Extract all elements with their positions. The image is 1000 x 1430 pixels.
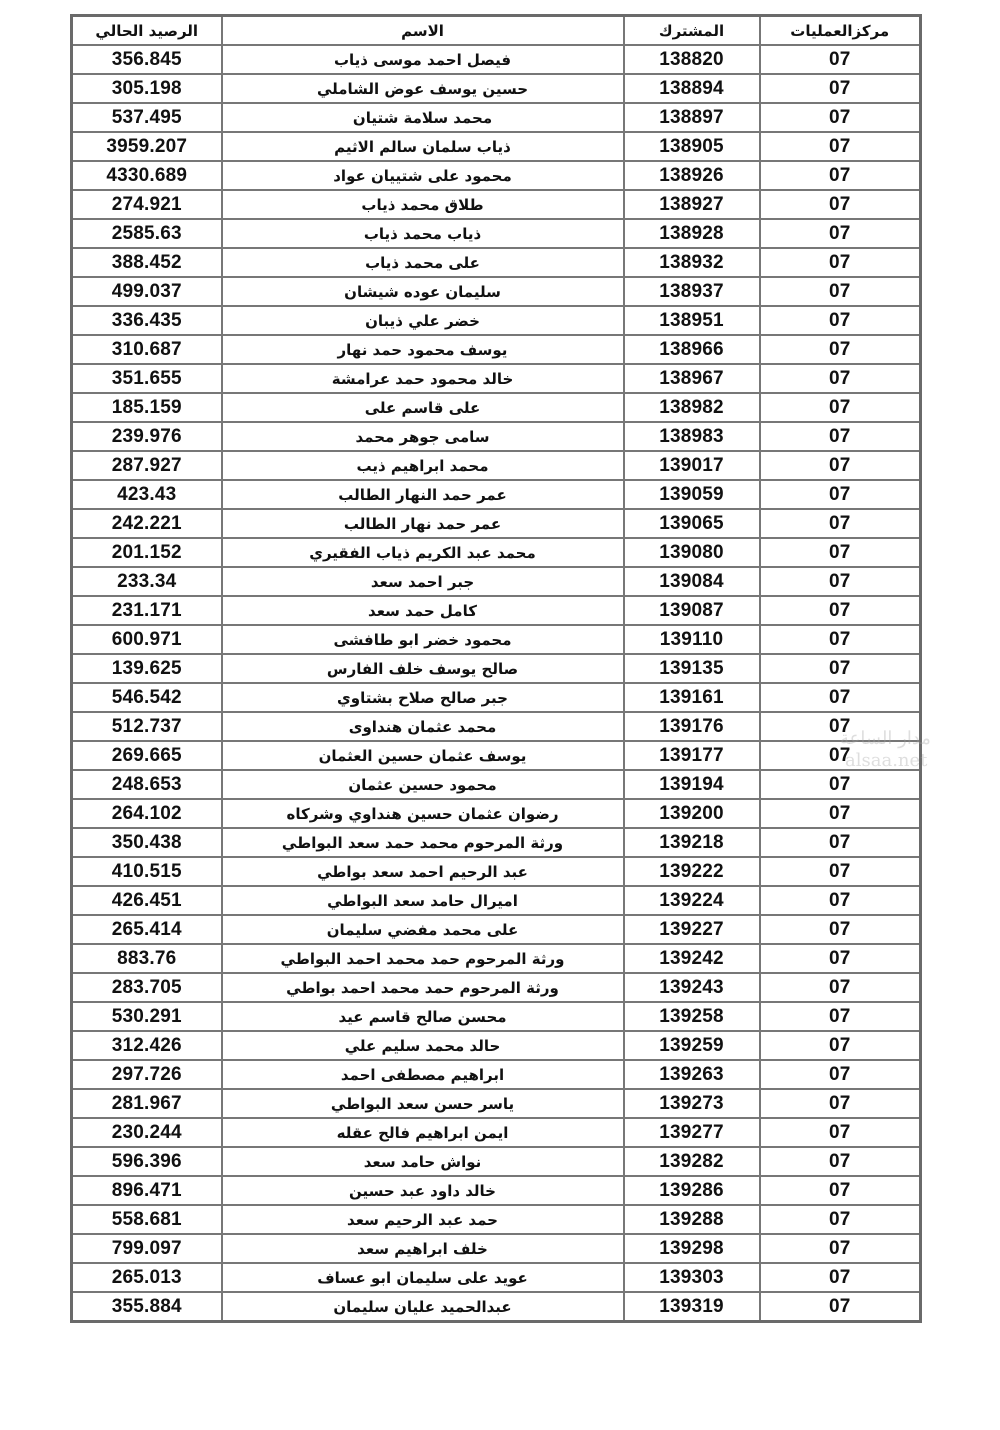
balance-cell: 274.921 bbox=[72, 190, 222, 219]
name-cell: محمد عثمان هنداوى bbox=[222, 712, 624, 741]
center-cell: 07 bbox=[760, 799, 921, 828]
table-row bbox=[72, 886, 921, 915]
table-row bbox=[72, 741, 921, 770]
center-cell: 07 bbox=[760, 103, 921, 132]
balance-cell: 799.097 bbox=[72, 1234, 222, 1263]
balance-cell: 230.244 bbox=[72, 1118, 222, 1147]
center-cell: 07 bbox=[760, 1002, 921, 1031]
balance-cell: 558.681 bbox=[72, 1205, 222, 1234]
balance-cell: 265.013 bbox=[72, 1263, 222, 1292]
center-cell: 07 bbox=[760, 1205, 921, 1234]
subscriber-cell: 138820 bbox=[624, 45, 760, 74]
name-cell: على قاسم على bbox=[222, 393, 624, 422]
name-cell: ورثة المرحوم محمد حمد سعد البواطي bbox=[222, 828, 624, 857]
table-row bbox=[72, 596, 921, 625]
subscriber-cell: 139286 bbox=[624, 1176, 760, 1205]
table-row bbox=[72, 74, 921, 103]
subscriber-cell: 139273 bbox=[624, 1089, 760, 1118]
subscriber-cell: 139258 bbox=[624, 1002, 760, 1031]
subscriber-cell: 139176 bbox=[624, 712, 760, 741]
name-cell: عمر حمد نهار الطالب bbox=[222, 509, 624, 538]
subscriber-cell: 138897 bbox=[624, 103, 760, 132]
center-cell: 07 bbox=[760, 45, 921, 74]
name-cell: اميرال حامد سعد البواطي bbox=[222, 886, 624, 915]
name-cell: حالد محمد سليم علي bbox=[222, 1031, 624, 1060]
center-cell: 07 bbox=[760, 1118, 921, 1147]
name-cell: جبر صالح صلاح بشتاوي bbox=[222, 683, 624, 712]
subscriber-cell: 139319 bbox=[624, 1292, 760, 1322]
name-cell: عبدالحميد عليان سليمان bbox=[222, 1292, 624, 1322]
balance-cell: 305.198 bbox=[72, 74, 222, 103]
balance-cell: 239.976 bbox=[72, 422, 222, 451]
center-cell: 07 bbox=[760, 741, 921, 770]
center-cell: 07 bbox=[760, 828, 921, 857]
header-center: مركزالعمليات bbox=[760, 16, 921, 46]
balance-cell: 336.435 bbox=[72, 306, 222, 335]
balance-cell: 600.971 bbox=[72, 625, 222, 654]
balance-cell: 410.515 bbox=[72, 857, 222, 886]
center-cell: 07 bbox=[760, 625, 921, 654]
name-cell: فيصل احمد موسى ذياب bbox=[222, 45, 624, 74]
table-row bbox=[72, 451, 921, 480]
center-cell: 07 bbox=[760, 393, 921, 422]
table-row bbox=[72, 393, 921, 422]
subscriber-cell: 138967 bbox=[624, 364, 760, 393]
name-cell: نواش حامد سعد bbox=[222, 1147, 624, 1176]
subscriber-cell: 138983 bbox=[624, 422, 760, 451]
name-cell: ورثة المرحوم حمد محمد احمد بواطي bbox=[222, 973, 624, 1002]
center-cell: 07 bbox=[760, 132, 921, 161]
center-cell: 07 bbox=[760, 944, 921, 973]
subscriber-cell: 139065 bbox=[624, 509, 760, 538]
balance-cell: 231.171 bbox=[72, 596, 222, 625]
subscriber-cell: 139200 bbox=[624, 799, 760, 828]
name-cell: محمد عبد الكريم ذياب الفقيري bbox=[222, 538, 624, 567]
balance-cell: 499.037 bbox=[72, 277, 222, 306]
header-subscriber: المشترك bbox=[624, 16, 760, 46]
center-cell: 07 bbox=[760, 683, 921, 712]
name-cell: حمد عبد الرحيم سعد bbox=[222, 1205, 624, 1234]
name-cell: عويد على سليمان ابو عساف bbox=[222, 1263, 624, 1292]
subscriber-cell: 138928 bbox=[624, 219, 760, 248]
watermark-arabic: مدار الساعة bbox=[840, 728, 931, 749]
balance-cell: 139.625 bbox=[72, 654, 222, 683]
name-cell: محمد سلامة شتيان bbox=[222, 103, 624, 132]
center-cell: 07 bbox=[760, 248, 921, 277]
balance-cell: 350.438 bbox=[72, 828, 222, 857]
center-cell: 07 bbox=[760, 335, 921, 364]
subscriber-cell: 139303 bbox=[624, 1263, 760, 1292]
name-cell: صالح يوسف خلف الفارس bbox=[222, 654, 624, 683]
balance-cell: 351.655 bbox=[72, 364, 222, 393]
subscriber-cell: 138894 bbox=[624, 74, 760, 103]
table-row bbox=[72, 1002, 921, 1031]
balance-cell: 426.451 bbox=[72, 886, 222, 915]
center-cell: 07 bbox=[760, 451, 921, 480]
subscriber-cell: 138982 bbox=[624, 393, 760, 422]
balance-cell: 265.414 bbox=[72, 915, 222, 944]
balance-cell: 883.76 bbox=[72, 944, 222, 973]
subscriber-cell: 138951 bbox=[624, 306, 760, 335]
table-row bbox=[72, 103, 921, 132]
table-row bbox=[72, 277, 921, 306]
center-cell: 07 bbox=[760, 190, 921, 219]
balance-cell: 287.927 bbox=[72, 451, 222, 480]
table-row bbox=[72, 1031, 921, 1060]
table-row bbox=[72, 973, 921, 1002]
table-row bbox=[72, 625, 921, 654]
table-row bbox=[72, 712, 921, 741]
balance-cell: 185.159 bbox=[72, 393, 222, 422]
subscriber-cell: 138932 bbox=[624, 248, 760, 277]
name-cell: ورثة المرحوم حمد محمد احمد البواطي bbox=[222, 944, 624, 973]
table-row bbox=[72, 1089, 921, 1118]
balance-cell: 596.396 bbox=[72, 1147, 222, 1176]
name-cell: محمد ابراهيم ذيب bbox=[222, 451, 624, 480]
center-cell: 07 bbox=[760, 596, 921, 625]
name-cell: خلف ابراهيم سعد bbox=[222, 1234, 624, 1263]
center-cell: 07 bbox=[760, 857, 921, 886]
subscriber-cell: 139177 bbox=[624, 741, 760, 770]
center-cell: 07 bbox=[760, 219, 921, 248]
balance-cell: 283.705 bbox=[72, 973, 222, 1002]
name-cell: محمود على شتييان عواد bbox=[222, 161, 624, 190]
watermark-latin: alsaa.net bbox=[845, 750, 928, 771]
center-cell: 07 bbox=[760, 364, 921, 393]
balance-cell: 3959.207 bbox=[72, 132, 222, 161]
name-cell: عبد الرحيم احمد سعد بواطي bbox=[222, 857, 624, 886]
balance-cell: 896.471 bbox=[72, 1176, 222, 1205]
subscriber-cell: 139087 bbox=[624, 596, 760, 625]
balance-cell: 356.845 bbox=[72, 45, 222, 74]
subscriber-cell: 139298 bbox=[624, 1234, 760, 1263]
subscriber-cell: 139017 bbox=[624, 451, 760, 480]
center-cell: 07 bbox=[760, 538, 921, 567]
center-cell: 07 bbox=[760, 277, 921, 306]
table-row bbox=[72, 654, 921, 683]
table-row bbox=[72, 364, 921, 393]
table-row bbox=[72, 828, 921, 857]
table-row bbox=[72, 857, 921, 886]
table-row bbox=[72, 1147, 921, 1176]
name-cell: جبر احمد سعد bbox=[222, 567, 624, 596]
name-cell: ياسر حسن سعد البواطي bbox=[222, 1089, 624, 1118]
subscriber-cell: 138937 bbox=[624, 277, 760, 306]
name-cell: سليمان عوده شيشان bbox=[222, 277, 624, 306]
header-balance: الرصيد الحالي bbox=[72, 16, 222, 46]
table-row bbox=[72, 335, 921, 364]
center-cell: 07 bbox=[760, 1147, 921, 1176]
subscriber-cell: 139135 bbox=[624, 654, 760, 683]
table-row bbox=[72, 132, 921, 161]
balance-cell: 388.452 bbox=[72, 248, 222, 277]
table-row bbox=[72, 770, 921, 799]
balance-cell: 546.542 bbox=[72, 683, 222, 712]
subscriber-cell: 139222 bbox=[624, 857, 760, 886]
table-row bbox=[72, 1176, 921, 1205]
subscriber-cell: 139084 bbox=[624, 567, 760, 596]
subscriber-cell: 139080 bbox=[624, 538, 760, 567]
balance-cell: 512.737 bbox=[72, 712, 222, 741]
name-cell: خالد داود عبد حسين bbox=[222, 1176, 624, 1205]
center-cell: 07 bbox=[760, 654, 921, 683]
center-cell: 07 bbox=[760, 1176, 921, 1205]
name-cell: محسن صالح قاسم عيد bbox=[222, 1002, 624, 1031]
subscriber-cell: 139224 bbox=[624, 886, 760, 915]
table-row bbox=[72, 567, 921, 596]
subscriber-cell: 139161 bbox=[624, 683, 760, 712]
balance-cell: 4330.689 bbox=[72, 161, 222, 190]
subscriber-cell: 139218 bbox=[624, 828, 760, 857]
subscriber-cell: 139194 bbox=[624, 770, 760, 799]
name-cell: عمر حمد النهار الطالب bbox=[222, 480, 624, 509]
subscriber-cell: 139242 bbox=[624, 944, 760, 973]
header-name: الاسم bbox=[222, 16, 624, 46]
table-row bbox=[72, 538, 921, 567]
table-row bbox=[72, 1263, 921, 1292]
balance-cell: 269.665 bbox=[72, 741, 222, 770]
center-cell: 07 bbox=[760, 306, 921, 335]
balance-cell: 423.43 bbox=[72, 480, 222, 509]
balance-cell: 297.726 bbox=[72, 1060, 222, 1089]
center-cell: 07 bbox=[760, 74, 921, 103]
table-row bbox=[72, 480, 921, 509]
name-cell: ابراهيم مصطفى احمد bbox=[222, 1060, 624, 1089]
table-body bbox=[72, 45, 921, 1322]
center-cell: 07 bbox=[760, 422, 921, 451]
center-cell: 07 bbox=[760, 1060, 921, 1089]
table-row bbox=[72, 1060, 921, 1089]
table-row bbox=[72, 45, 921, 74]
subscriber-cell: 139277 bbox=[624, 1118, 760, 1147]
balance-cell: 530.291 bbox=[72, 1002, 222, 1031]
subscriber-cell: 139263 bbox=[624, 1060, 760, 1089]
table-row bbox=[72, 219, 921, 248]
name-cell: على محمد مفضي سليمان bbox=[222, 915, 624, 944]
name-cell: كامل حمد سعد bbox=[222, 596, 624, 625]
name-cell: ايمن ابراهيم فالح عقله bbox=[222, 1118, 624, 1147]
table-row bbox=[72, 509, 921, 538]
center-cell: 07 bbox=[760, 1292, 921, 1322]
center-cell: 07 bbox=[760, 1089, 921, 1118]
center-cell: 07 bbox=[760, 161, 921, 190]
table-header-row bbox=[72, 16, 921, 46]
center-cell: 07 bbox=[760, 480, 921, 509]
name-cell: على محمد ذياب bbox=[222, 248, 624, 277]
name-cell: سامى جوهر محمد bbox=[222, 422, 624, 451]
table-row bbox=[72, 248, 921, 277]
center-cell: 07 bbox=[760, 567, 921, 596]
balance-cell: 242.221 bbox=[72, 509, 222, 538]
subscriber-cell: 138905 bbox=[624, 132, 760, 161]
center-cell: 07 bbox=[760, 770, 921, 799]
subscriber-cell: 139259 bbox=[624, 1031, 760, 1060]
center-cell: 07 bbox=[760, 712, 921, 741]
balances-table bbox=[70, 14, 922, 1323]
table-row bbox=[72, 1205, 921, 1234]
table-row bbox=[72, 944, 921, 973]
name-cell: خضر علي ذيبان bbox=[222, 306, 624, 335]
name-cell: خالد محمود حمد عرامشة bbox=[222, 364, 624, 393]
table-row bbox=[72, 1292, 921, 1322]
name-cell: ذياب محمد ذياب bbox=[222, 219, 624, 248]
balance-cell: 201.152 bbox=[72, 538, 222, 567]
table-row bbox=[72, 683, 921, 712]
subscriber-cell: 138926 bbox=[624, 161, 760, 190]
center-cell: 07 bbox=[760, 1263, 921, 1292]
name-cell: محمود خضر ابو طافشى bbox=[222, 625, 624, 654]
table-row bbox=[72, 799, 921, 828]
balance-cell: 281.967 bbox=[72, 1089, 222, 1118]
table-row bbox=[72, 161, 921, 190]
name-cell: ذياب سلمان سالم الاثيم bbox=[222, 132, 624, 161]
table-row bbox=[72, 306, 921, 335]
subscriber-cell: 139282 bbox=[624, 1147, 760, 1176]
balance-cell: 233.34 bbox=[72, 567, 222, 596]
subscriber-cell: 138927 bbox=[624, 190, 760, 219]
table-row bbox=[72, 1118, 921, 1147]
name-cell: يوسف عثمان حسين العثمان bbox=[222, 741, 624, 770]
subscriber-cell: 139110 bbox=[624, 625, 760, 654]
center-cell: 07 bbox=[760, 973, 921, 1002]
name-cell: محمود حسين عثمان bbox=[222, 770, 624, 799]
balance-cell: 248.653 bbox=[72, 770, 222, 799]
center-cell: 07 bbox=[760, 886, 921, 915]
balance-cell: 537.495 bbox=[72, 103, 222, 132]
name-cell: حسين يوسف عوض الشاملي bbox=[222, 74, 624, 103]
center-cell: 07 bbox=[760, 1031, 921, 1060]
balance-cell: 2585.63 bbox=[72, 219, 222, 248]
balance-cell: 312.426 bbox=[72, 1031, 222, 1060]
subscriber-cell: 139243 bbox=[624, 973, 760, 1002]
subscriber-cell: 138966 bbox=[624, 335, 760, 364]
table-row bbox=[72, 1234, 921, 1263]
subscriber-cell: 139059 bbox=[624, 480, 760, 509]
balance-cell: 355.884 bbox=[72, 1292, 222, 1322]
name-cell: يوسف محمود حمد نهار bbox=[222, 335, 624, 364]
center-cell: 07 bbox=[760, 509, 921, 538]
name-cell: طلاق محمد ذياب bbox=[222, 190, 624, 219]
balance-cell: 264.102 bbox=[72, 799, 222, 828]
subscriber-cell: 139227 bbox=[624, 915, 760, 944]
center-cell: 07 bbox=[760, 1234, 921, 1263]
table-row bbox=[72, 190, 921, 219]
name-cell: رضوان عثمان حسين هنداوي وشركاه bbox=[222, 799, 624, 828]
balance-cell: 310.687 bbox=[72, 335, 222, 364]
table-row bbox=[72, 422, 921, 451]
subscriber-cell: 139288 bbox=[624, 1205, 760, 1234]
table-row bbox=[72, 915, 921, 944]
center-cell: 07 bbox=[760, 915, 921, 944]
